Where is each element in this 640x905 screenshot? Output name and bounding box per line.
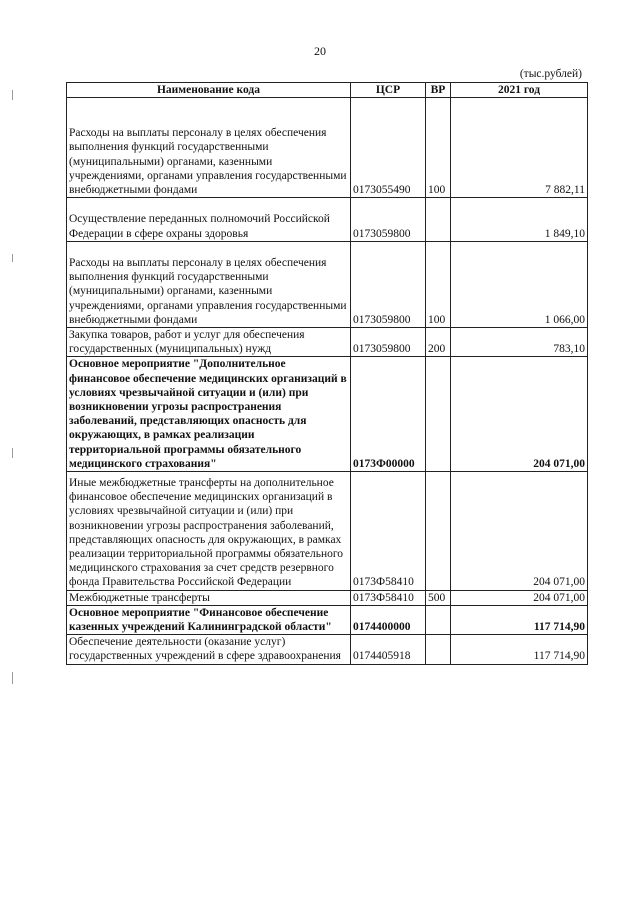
margin-mark — [12, 672, 13, 684]
margin-mark — [12, 254, 13, 262]
row-name-cell — [67, 198, 351, 242]
row-name: Расходы на выплаты персоналу в целях обеспечения выполнения функций государственными (муниципальными) органами, казенными учреждениями, органами управления государственными внебюджетными фондами — [69, 257, 347, 326]
row-csr: 0173Ф00000 — [351, 357, 426, 472]
row-amount: 783,10 — [451, 328, 588, 357]
row-amount: 1 066,00 — [451, 241, 588, 327]
margin-mark — [12, 448, 13, 458]
row-csr: 0173059800 — [351, 328, 426, 357]
table-row — [67, 241, 588, 327]
table-row — [67, 198, 588, 242]
header-vr: ВР — [426, 83, 451, 98]
row-csr: 0174405918 — [351, 635, 426, 664]
budget-table — [66, 82, 588, 665]
row-csr: 0174400000 — [351, 605, 426, 634]
row-vr — [426, 472, 451, 591]
margin-mark — [12, 90, 13, 100]
row-vr: 100 — [426, 98, 451, 198]
row-name: Основное мероприятие "Финансовое обеспечение казенных учреждений Калининградской области" — [67, 605, 351, 634]
row-name: Межбюджетные трансферты — [67, 590, 351, 605]
row-vr: 200 — [426, 328, 451, 357]
row-vr: 100 — [426, 241, 451, 327]
row-name-cell — [67, 241, 351, 327]
row-amount: 117 714,90 — [451, 635, 588, 664]
row-name: Основное мероприятие "Дополнительное финансовое обеспечение медицинских организаций в условиях чрезвычайной ситуации и (или) при возникновении угрозы распространения заболеваний, представляющих опасность для окружающих, в рамках реализации территориальной программы обязательного медицинского страхования" — [67, 357, 351, 472]
row-amount: 204 071,00 — [451, 590, 588, 605]
row-name: Иные межбюджетные трансферты на дополнительное финансовое обеспечение медицинских организаций в условиях чрезвычайной ситуации и (или) при возникновении угрозы распространения заболеваний, представляющих опасность для окружающих, в рамках реализации территориальной программы обязательного медицинского страхования за счет средств резервного фонда Правительства Российской Федерации — [69, 477, 344, 589]
row-name: Расходы на выплаты персоналу в целях обеспечения выполнения функций государственными (муниципальными) органами, казенными учреждениями, органами управления государственными внебюджетными фондами — [69, 127, 347, 197]
row-amount: 204 071,00 — [451, 472, 588, 591]
row-csr: 0173055490 — [351, 98, 426, 198]
row-csr: 0173059800 — [351, 241, 426, 327]
row-amount: 1 849,10 — [451, 198, 588, 242]
row-amount: 7 882,11 — [451, 98, 588, 198]
row-name: Закупка товаров, работ и услуг для обеспечения государственных (муниципальных) нужд — [67, 328, 351, 357]
table-row — [67, 635, 588, 664]
table-row — [67, 328, 588, 357]
row-name: Осуществление переданных полномочий Российской Федерации в сфере охраны здоровья — [69, 213, 330, 240]
page-number: 20 — [314, 44, 326, 58]
header-row — [67, 83, 588, 98]
table-row — [67, 605, 588, 634]
row-name-cell — [67, 98, 351, 198]
row-amount: 117 714,90 — [451, 605, 588, 634]
row-csr: 0173Ф58410 — [351, 590, 426, 605]
table-row — [67, 98, 588, 198]
row-name-cell — [67, 472, 351, 591]
row-amount: 204 071,00 — [451, 357, 588, 472]
row-csr: 0173059800 — [351, 198, 426, 242]
row-vr — [426, 357, 451, 472]
row-vr — [426, 198, 451, 242]
header-year: 2021 год — [451, 83, 588, 98]
row-vr: 500 — [426, 590, 451, 605]
row-vr — [426, 605, 451, 634]
units-label: (тыс.рублей) — [519, 68, 582, 80]
row-csr: 0173Ф58410 — [351, 472, 426, 591]
table-row — [67, 357, 588, 472]
table-row — [67, 472, 588, 591]
row-name: Обеспечение деятельности (оказание услуг) государственных учреждений в сфере здравоохранения — [67, 635, 351, 664]
table-row — [67, 590, 588, 605]
header-name: Наименование кода — [67, 83, 351, 98]
row-vr — [426, 635, 451, 664]
header-csr: ЦСР — [351, 83, 426, 98]
